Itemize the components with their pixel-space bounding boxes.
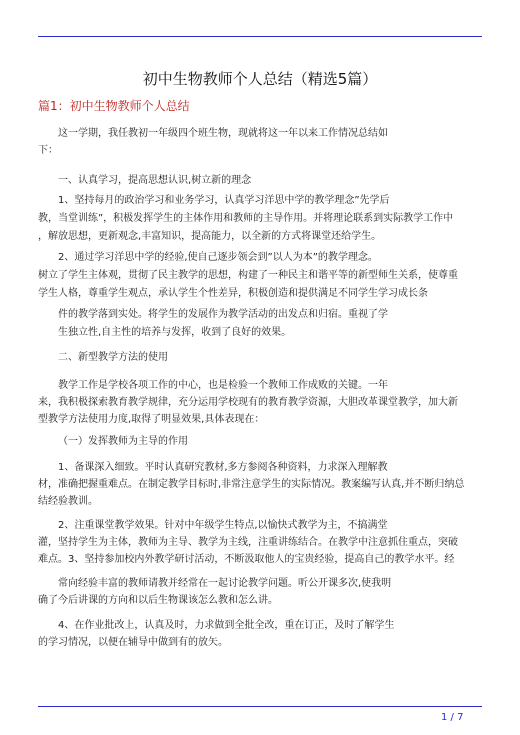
body-line: 结经验教训。: [38, 496, 98, 507]
body-line: 1、坚持每月的政治学习和业务学习，认真学习洋思中学的教学理念”先学后: [58, 195, 390, 206]
page-number: 1 / 7: [441, 712, 464, 723]
body-line: 常向经验丰富的教师请教并经常在一起讨论教学问题。听公开课多次,使我明: [58, 578, 392, 589]
header-rule: [38, 36, 482, 37]
body-line: 2、注重课堂教学效果。针对中年级学生特点,以愉快式教学为主，不搞满堂: [58, 520, 388, 531]
body-line: 二、新型教学方法的使用: [58, 352, 168, 363]
body-line: 这一学期，我任教初一年级四个班生物，现就将这一年以来工作情况总结如: [58, 128, 388, 139]
body-line: 教学工作是学校各项工作的中心，也是检验一个教师工作成败的关键。一年: [58, 380, 388, 391]
body-line: 下：: [38, 145, 58, 156]
body-line: 1、备课深入细致。平时认真研究教材,多方参阅各种资料，力求深入理解教: [58, 462, 388, 473]
body-line: 学生人格，尊重学生观点，承认学生个性差异，积极创造和提供满足不同学生学习成长条: [38, 288, 428, 299]
body-line: 灌，坚持学生为主体，教师为主导、教学为主线，注重讲练结合。在教学中注意抓住重点，突破: [38, 537, 458, 548]
body-line: 2、通过学习洋思中学的经验,使自己逐步领会到”以人为本”的教学理念。: [58, 252, 378, 263]
document-title: 初中生物教师个人总结（精选5篇）: [142, 70, 378, 88]
footer-rule: [38, 706, 482, 707]
section-heading: 篇1：初中生物教师个人总结: [38, 99, 190, 113]
body-line: 来，我积极探索教育教学规律，充分运用学校现有的教育教学资源，大胆改革课堂教学，加大新: [38, 397, 458, 408]
body-line: 的学习情况，以便在辅导中做到有的放矢。: [38, 637, 228, 648]
body-line: 树立了学生主体观，贯彻了民主教学的思想，构建了一种民主和谐平等的新型师生关系，使尊重: [38, 270, 458, 281]
body-line: 4、在作业批改上，认真及时，力求做到全批全改，重在订正，及时了解学生: [58, 620, 395, 631]
body-line: 难点。3、坚持参加校内外教学研讨活动，不断汲取他人的宝贵经验，提高自己的教学水平。经: [38, 554, 455, 565]
body-line: ，解放思想，更新观念,丰富知识，提高能力，以全新的方式将课堂还给学生。: [38, 231, 382, 242]
body-line: 件的教学落到实处。将学生的发展作为教学活动的出发点和归宿。重视了学: [58, 309, 388, 320]
body-line: （一）发挥教师为主导的作用: [58, 436, 188, 447]
body-line: 确了今后讲课的方向和以后生物课该怎么教和怎么讲。: [38, 595, 278, 606]
body-line: 生独立性,自主性的培养与发挥，收到了良好的效果。: [58, 327, 292, 338]
body-line: 教，当堂训练”，积极发挥学生的主体作用和教师的主导作用。并将理论联系到实际教学工作中: [38, 213, 454, 224]
body-line: 一、认真学习，提高思想认识,树立新的理念: [58, 175, 252, 186]
body-line: 材，准确把握重难点。在制定教学目标时,非常注意学生的实际情况。教案编写认真,并不断归纳总: [38, 479, 465, 490]
body-line: 型教学方法使用力度,取得了明显效果,具体表现在：: [38, 414, 265, 425]
